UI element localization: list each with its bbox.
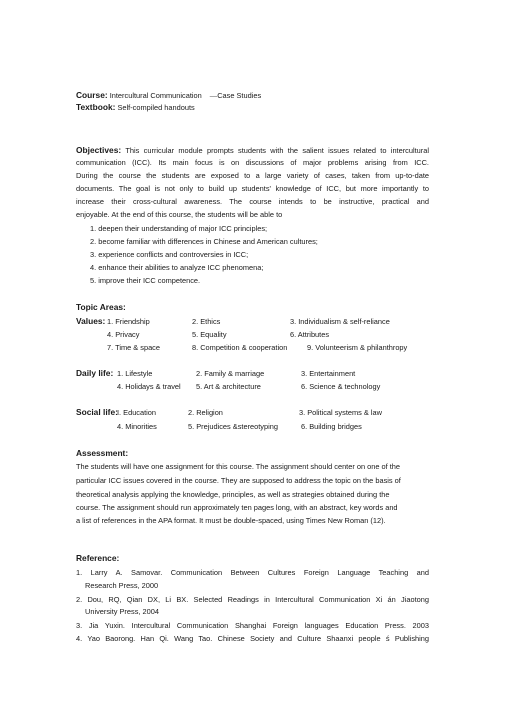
course-line (76, 90, 429, 101)
topic-item: I. Education (117, 408, 157, 417)
objective-item: 2. become familiar with differences in Chinese and American cultures; (90, 237, 318, 246)
social-life-label: Social life: (76, 407, 118, 417)
objectives-line-4: documents. The goal is not only to build up students' knowledge of ICC, but more importantly to (76, 184, 429, 193)
topic-item: 5. Equality (192, 330, 227, 339)
objectives-line-2: communication (ICC). Its main focus is on discussions of major problems arising from ICC. (76, 158, 429, 167)
reference-item-cont: Research Press, 2000 (85, 581, 159, 590)
topic-item: 3. Political systems & law (299, 408, 382, 417)
objective-item: 1. deepen their understanding of major ICC principles; (90, 224, 268, 233)
topic-item: 7. Time & space (107, 343, 160, 352)
daily-life-label: Daily life: (76, 368, 114, 378)
textbook-label: Textbook: (76, 102, 116, 112)
assessment-line: The students will have one assignment for this course. The assignment should center on one of the (76, 462, 401, 471)
topic-item: 6. Attributes (290, 330, 330, 339)
topic-item: 1. Lifestyle (117, 369, 153, 378)
assessment-heading: Assessment: (76, 448, 129, 458)
objectives-label: Objectives: (76, 145, 122, 155)
topic-item: 5. Art & architecture (196, 382, 261, 391)
topic-item: 5. Prejudices &stereotyping (188, 422, 278, 431)
assessment-line: a list of references in the APA format. It must be double-spaced, using Times New Roman (12). (76, 516, 386, 525)
topic-item: 1. Friendship (107, 317, 150, 326)
objectives-line-1 (76, 145, 429, 156)
reference-item: 2. Dou, RQ, Qian DX, Li BX. Selected Readings in Intercultural Communication Xi án Jiaotong (76, 595, 429, 604)
course-label: Course: (76, 90, 108, 100)
topic-item: 6. Building bridges (301, 422, 362, 431)
textbook-line (76, 102, 429, 113)
topic-item: 2. Ethics (192, 317, 221, 326)
topic-item: 2. Religion (188, 408, 223, 417)
objective-item: 5. improve their ICC competence. (90, 276, 201, 285)
assessment-line: course. The assignment should run approximately ten pages long, with an abstract, key words and (76, 503, 398, 512)
topic-item: 3. Individualism & self-reliance (290, 317, 390, 326)
reference-item: 3. Jia Yuxin. Intercultural Communication Shanghai Foreign languages Education Press. 2003 (76, 621, 429, 630)
topic-item: 4. Holidays & travel (117, 382, 181, 391)
objective-item: 4. enhance their abilities to analyze ICC phenomena; (90, 263, 264, 272)
reference-item: 4. Yao Baorong. Han Qi. Wang Tao. Chinese Society and Culture Shaanxi people ś Publishing (76, 634, 429, 643)
objectives-line-6: enjoyable. At the end of this course, the students will be able to (76, 210, 283, 219)
course-dash: — (209, 91, 218, 100)
course-title: Intercultural Communication (109, 91, 202, 100)
objectives-line-5: increase their cross-cultural awareness. The course intends to be instructive, practical and (76, 197, 429, 206)
topic-item: 3. Entertainment (301, 369, 356, 378)
topic-item: 8. Competition & cooperation (192, 343, 288, 352)
topic-areas-heading: Topic Areas: (76, 302, 126, 312)
objectives-text: This curricular module prompts students with the salient issues related to intercultural (125, 146, 430, 155)
topic-item: 4. Privacy (107, 330, 140, 339)
objectives-line-3: During the course the students are exposed to a large variety of cases, taken from up-to-date (76, 171, 429, 180)
objective-item: 3. experience conflicts and controversies in ICC; (90, 250, 249, 259)
assessment-line: particular ICC issues covered in the course. They are supposed to address the topic on the basis of (76, 476, 401, 485)
topic-item: 4. Minorities (117, 422, 157, 431)
topic-item: 9. Volunteerism & philanthropy (307, 343, 408, 352)
values-label: Values: (76, 316, 106, 326)
course-subtitle: Case Studies (217, 91, 262, 100)
assessment-line: theoretical analysis applying the knowledge, principles, as well as strategies obtained during the (76, 490, 390, 499)
reference-heading: Reference: (76, 553, 120, 563)
reference-item-cont: University Press, 2004 (85, 607, 159, 616)
topic-item: 2. Family & marriage (196, 369, 265, 378)
topic-item: 6. Science & technology (301, 382, 381, 391)
reference-item: 1. Larry A. Samovar. Communication Between Cultures Foreign Language Teaching and (76, 568, 429, 577)
textbook-value: Self-compiled handouts (117, 103, 195, 112)
